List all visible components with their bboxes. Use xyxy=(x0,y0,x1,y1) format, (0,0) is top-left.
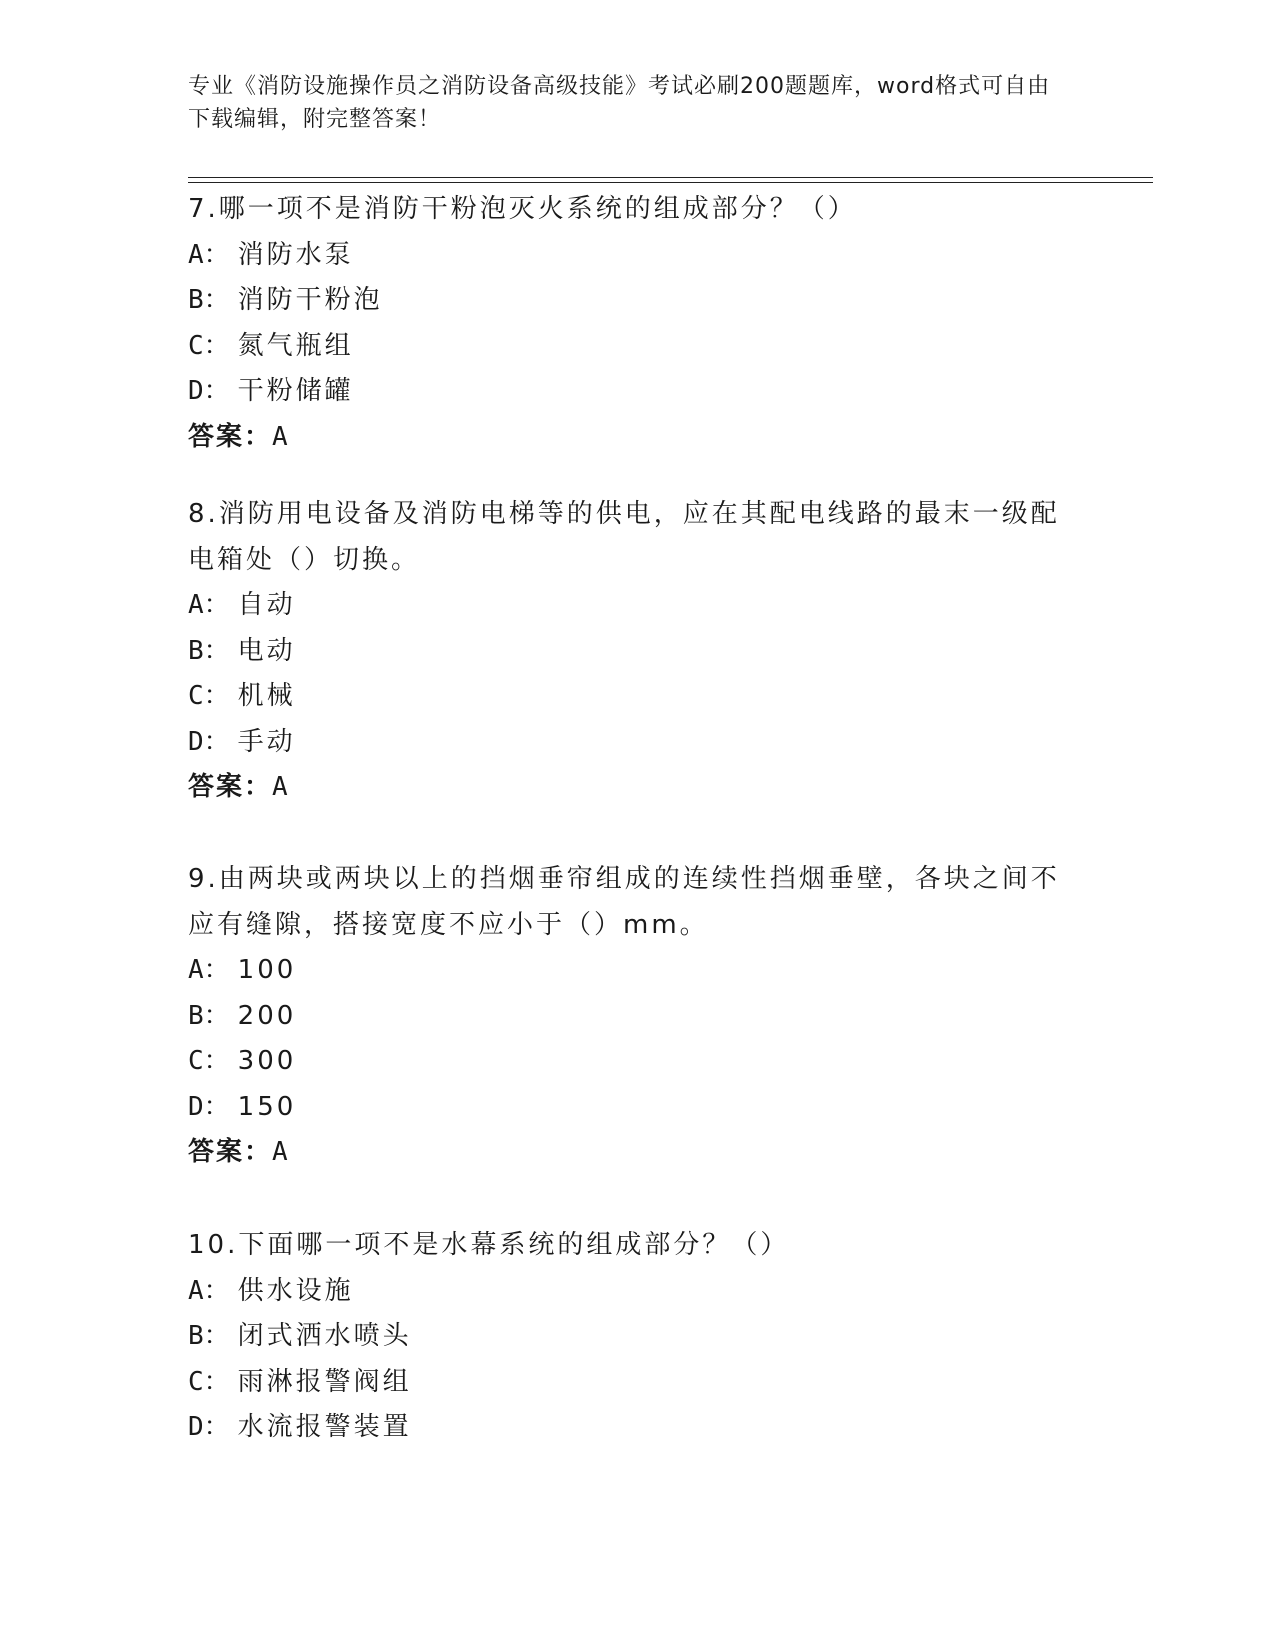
answer-line xyxy=(188,1130,1068,1176)
option-d xyxy=(188,369,1068,415)
option-a xyxy=(188,948,1068,994)
option-a xyxy=(188,233,1068,279)
option-b xyxy=(188,1314,1068,1360)
option-key: C： xyxy=(188,1046,230,1076)
question-9 xyxy=(188,857,1068,1176)
question-10 xyxy=(188,1223,1068,1451)
option-text: 闭式洒水喷头 xyxy=(237,1321,412,1351)
option-a xyxy=(188,1269,1068,1315)
option-text: 自动 xyxy=(237,590,296,620)
option-b xyxy=(188,629,1068,675)
option-text: 氮气瓶组 xyxy=(237,330,354,361)
question-8 xyxy=(188,492,1068,811)
option-key: C： xyxy=(188,681,230,711)
answer-label: 答案： xyxy=(188,1137,273,1167)
option-a xyxy=(188,583,1068,629)
option-text: 200 xyxy=(237,1000,297,1031)
option-b xyxy=(188,278,1068,324)
option-text: 100 xyxy=(237,955,297,985)
option-text: 300 xyxy=(237,1046,297,1076)
answer-label: 答案： xyxy=(188,421,273,452)
header-rule-bottom xyxy=(188,182,1153,183)
answer-line xyxy=(188,765,1068,811)
option-text: 机械 xyxy=(237,681,296,711)
option-text: 水流报警装置 xyxy=(237,1412,412,1442)
option-key: A： xyxy=(188,239,230,270)
option-text: 电动 xyxy=(237,635,296,666)
option-key: C： xyxy=(188,330,230,361)
header-rule-top xyxy=(188,177,1153,178)
option-key: D： xyxy=(188,376,230,406)
option-key: A： xyxy=(188,1275,230,1306)
question-stem: 7.哪一项不是消防干粉泡灭火系统的组成部分？（） xyxy=(188,194,857,224)
option-key: B： xyxy=(188,1321,230,1351)
option-c xyxy=(188,674,1068,720)
option-b xyxy=(188,994,1068,1040)
answer-label: 答案： xyxy=(188,772,273,802)
option-key: B： xyxy=(188,635,230,666)
option-key: D： xyxy=(188,726,230,757)
question-stem: 10.下面哪一项不是水幕系统的组成部分？（） xyxy=(188,1230,790,1260)
option-key: A： xyxy=(188,955,230,985)
option-c xyxy=(188,1360,1068,1406)
document-header: 专业《消防设施操作员之消防设备高级技能》考试必刷200题题库，word格式可自由下载编辑，附完整答案！ xyxy=(188,74,1051,132)
option-key: D： xyxy=(188,1091,230,1122)
option-text: 消防干粉泡 xyxy=(237,285,383,315)
option-key: D： xyxy=(188,1412,230,1442)
option-key: B： xyxy=(188,285,230,315)
answer-value: A xyxy=(272,1137,290,1167)
option-text: 供水设施 xyxy=(237,1275,354,1306)
option-d xyxy=(188,1085,1068,1131)
question-stem: 9.由两块或两块以上的挡烟垂帘组成的连续性挡烟垂壁，各块之间不应有缝隙，搭接宽度不应小于（）mm。 xyxy=(188,864,1060,940)
answer-line xyxy=(188,415,1068,461)
option-key: A： xyxy=(188,590,230,620)
question-7 xyxy=(188,187,1068,460)
question-stem: 8.消防用电设备及消防电梯等的供电，应在其配电线路的最末一级配电箱处（）切换。 xyxy=(188,499,1060,575)
option-c xyxy=(188,324,1068,370)
answer-value: A xyxy=(272,772,290,802)
option-d xyxy=(188,1405,1068,1451)
option-key: B： xyxy=(188,1000,230,1031)
option-text: 150 xyxy=(237,1091,297,1122)
option-text: 干粉储罐 xyxy=(237,376,354,406)
option-text: 手动 xyxy=(237,726,296,757)
answer-value: A xyxy=(272,421,290,452)
option-d xyxy=(188,720,1068,766)
option-key: C： xyxy=(188,1366,230,1397)
option-c xyxy=(188,1039,1068,1085)
option-text: 消防水泵 xyxy=(237,239,354,270)
option-text: 雨淋报警阀组 xyxy=(237,1366,412,1397)
